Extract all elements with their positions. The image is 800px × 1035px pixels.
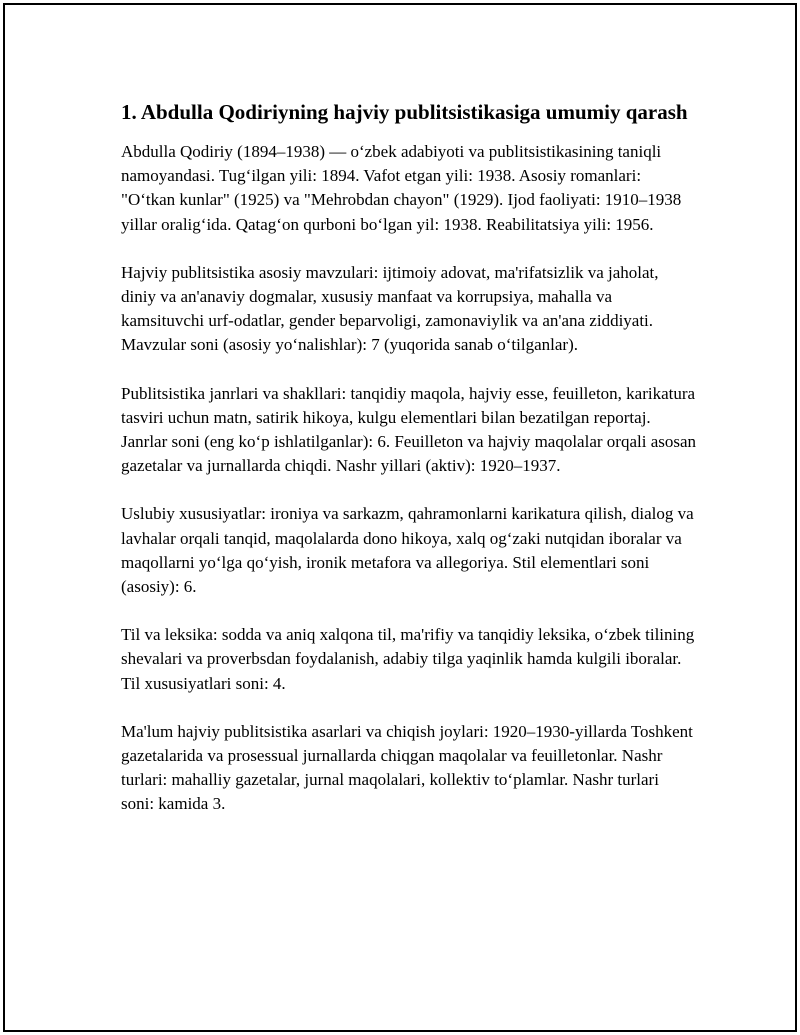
paragraph-publications: Ma'lum hajviy publitsistika asarlari va chiqish joylari: 1920–1930-yillarda Toshkent gazetalarida va prosessual jurnallarda chiqgan maqolalar va feuilletonlar. Nashr turlari: mahalliy gazetalar, jurnal maqolalari, kollektiv to‘plamlar. Nashr turlari soni: kamida 3. [121, 721, 693, 814]
paragraph-genres: Publitsistika janrlari va shakllari: tanqidiy maqola, hajviy esse, feuilleton, karikatura tasviri uchun matn, satirik hikoya, kulgu elementlari bilan bezatilgan reportaj. Janrlar soni (eng ko‘p ishlatilganlar): 6. Feuilleton va hajviy maqolalar orqali asosan gazetalar va jurnallarda chiqdi. Nashr yillari (aktiv): 1920–1937. [121, 383, 697, 476]
paragraph-language: Til va leksika: sodda va aniq xalqona til, ma'rifiy va tanqidiy leksika, o‘zbek tilining shevalari va proverbsdan foydalanish, adabiy tilga yaqinlik hamda kulgili iboralar. Til xususiyatlari soni: 4. [121, 625, 695, 693]
page-frame [3, 3, 797, 1032]
paragraph-themes: Hajviy publitsistika asosiy mavzulari: ijtimoiy adovat, ma'rifatsizlik va jaholat, diniy va an'anaviy dogmalar, xususiy manfaat va korrupsiya, mahalla va kamsituvchi urf-odatlar, gender beparvoligi, zamonaviylik va an'ana ziddiyati. Mavzular soni (asosiy yo‘nalishlar): 7 (yuqorida sanab o‘tilganlar). [121, 262, 659, 355]
document-body [121, 98, 696, 841]
section-heading: 1. Abdulla Qodiriyning hajviy publitsistikasiga umumiy qarash [121, 100, 688, 124]
paragraph-style: Uslubiy xususiyatlar: ironiya va sarkazm, qahramonlarni karikatura qilish, dialog va lavhalar orqali tanqid, maqolalarda dono hikoya, xalq og‘zaki nutqidan iboralar va maqollarni yo‘lga qo‘yish, ironik metafora va allegoriya. Stil elementlari soni (asosiy): 6. [121, 504, 694, 597]
paragraph-biography: Abdulla Qodiriy (1894–1938) — o‘zbek adabiyoti va publitsistikasining taniqli namoyandasi. Tug‘ilgan yili: 1894. Vafot etgan yili: 1938. Asosiy romanlari: "O‘tkan kunlar" (1925) va "Mehrobdan chayon" (1929). Ijod faoliyati: 1910–1938 yillar oralig‘ida. Qatag‘on qurboni bo‘lgan yil: 1938. Reabilitatsiya yili: 1956. [121, 142, 682, 234]
